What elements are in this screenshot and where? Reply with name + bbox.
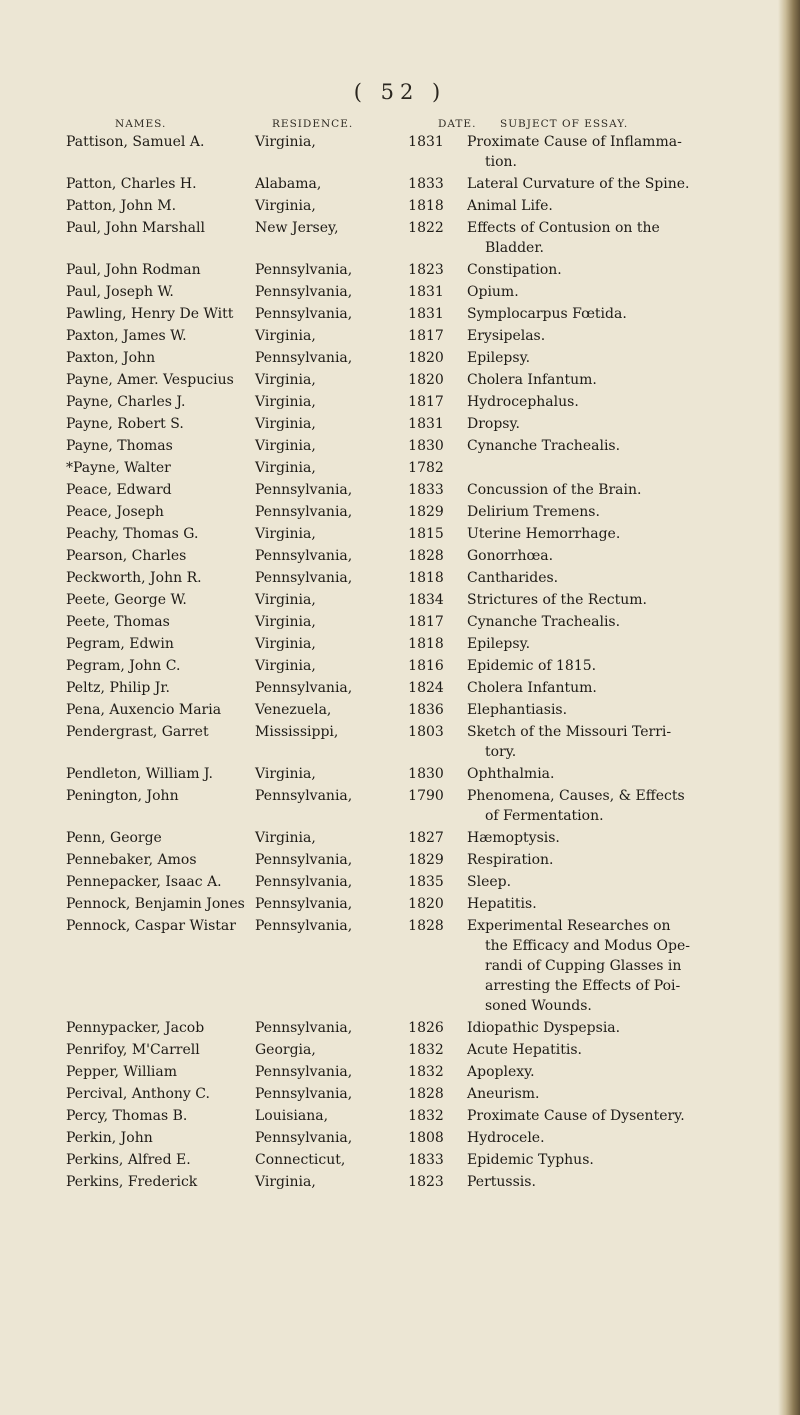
- entry-subject: [467, 218, 767, 258]
- entry-subject: [467, 414, 767, 434]
- entry-subject-line: Hæmoptysis.: [467, 830, 560, 846]
- entry-name: Patton, John M.: [66, 198, 177, 214]
- entry-residence: Pennsylvania,: [255, 284, 353, 300]
- entry-subject: [467, 370, 767, 390]
- entry-subject: [467, 480, 767, 500]
- entry-subject: [467, 634, 767, 654]
- entry-subject: [467, 132, 767, 172]
- entry-subject: [467, 700, 767, 720]
- entry-residence: Virginia,: [255, 830, 316, 846]
- entry-subject-continuation: tory.: [485, 744, 517, 760]
- entry-date: 1818: [408, 198, 444, 214]
- entry-date: 1823: [408, 262, 444, 278]
- entry-row: [0, 700, 800, 722]
- entry-name: Peete, George W.: [66, 592, 187, 608]
- entry-name: Pennock, Caspar Wistar: [66, 918, 236, 934]
- entry-residence: Pennsylvania,: [255, 548, 353, 564]
- entry-name: Percy, Thomas B.: [66, 1108, 188, 1124]
- entry-subject: [467, 1018, 767, 1038]
- entry-subject-line: Symplocarpus Fœtida.: [467, 306, 627, 322]
- entry-row: [0, 916, 800, 1018]
- entry-subject-line: Epidemic of 1815.: [467, 658, 597, 674]
- entry-subject-line: Apoplexy.: [467, 1064, 535, 1080]
- entry-name: Pennypacker, Jacob: [66, 1020, 205, 1036]
- entry-subject-line: Epidemic Typhus.: [467, 1152, 594, 1168]
- entry-subject-line: Dropsy.: [467, 416, 520, 432]
- entry-date: 1808: [408, 1130, 444, 1146]
- entry-name: Payne, Robert S.: [66, 416, 184, 432]
- entry-subject-line: Lateral Curvature of the Spine.: [467, 176, 690, 192]
- entry-row: [0, 850, 800, 872]
- entry-name: Pennepacker, Isaac A.: [66, 874, 222, 890]
- entry-row: [0, 260, 800, 282]
- entry-subject: [467, 196, 767, 216]
- entry-date: 1833: [408, 1152, 444, 1168]
- entry-row: [0, 132, 800, 174]
- entry-date: 1828: [408, 918, 444, 934]
- entry-name: Paul, John Rodman: [66, 262, 201, 278]
- entry-subject-line: Pertussis.: [467, 1174, 536, 1190]
- entry-residence: Virginia,: [255, 372, 316, 388]
- entry-date: 1818: [408, 570, 444, 586]
- entry-date: 1836: [408, 702, 444, 718]
- entry-date: 1829: [408, 852, 444, 868]
- entry-name: Pearson, Charles: [66, 548, 187, 564]
- entry-subject: [467, 1084, 767, 1104]
- entry-row: [0, 590, 800, 612]
- entry-row: [0, 786, 800, 828]
- entry-subject: [467, 894, 767, 914]
- entry-subject-line: Elephantiasis.: [467, 702, 568, 718]
- entry-subject: [467, 764, 767, 784]
- entry-subject-line: Opium.: [467, 284, 519, 300]
- entry-row: [0, 1150, 800, 1172]
- entry-row: [0, 764, 800, 786]
- entry-subject-line: Uterine Hemorrhage.: [467, 526, 621, 542]
- entry-name: Paxton, James W.: [66, 328, 187, 344]
- entry-row: [0, 458, 800, 480]
- entry-subject-line: Cholera Infantum.: [467, 680, 597, 696]
- entries-list: [0, 132, 800, 1194]
- entry-row: [0, 1172, 800, 1194]
- entry-name: Payne, Thomas: [66, 438, 173, 454]
- entry-row: [0, 1040, 800, 1062]
- entry-date: 1829: [408, 504, 444, 520]
- entry-name: Penington, John: [66, 788, 179, 804]
- entry-name: Pawling, Henry De Witt: [66, 306, 234, 322]
- entry-residence: Pennsylvania,: [255, 350, 353, 366]
- entry-subject-line: Erysipelas.: [467, 328, 546, 344]
- entry-name: Pennebaker, Amos: [66, 852, 197, 868]
- entry-date: 1817: [408, 394, 444, 410]
- entry-residence: Virginia,: [255, 134, 316, 150]
- entry-name: Peachy, Thomas G.: [66, 526, 199, 542]
- entry-residence: Virginia,: [255, 766, 316, 782]
- entry-row: [0, 218, 800, 260]
- entry-residence: Virginia,: [255, 198, 316, 214]
- entry-date: 1823: [408, 1174, 444, 1190]
- entry-residence: Georgia,: [255, 1042, 316, 1058]
- entry-name: Perkins, Frederick: [66, 1174, 198, 1190]
- entry-subject-line: Effects of Contusion on the: [467, 220, 660, 236]
- entry-subject-line: Gonorrhœa.: [467, 548, 554, 564]
- entry-subject-line: Constipation.: [467, 262, 562, 278]
- entry-residence: Pennsylvania,: [255, 680, 353, 696]
- entry-row: [0, 348, 800, 370]
- entry-residence: Pennsylvania,: [255, 852, 353, 868]
- entry-row: [0, 722, 800, 764]
- entry-date: 1827: [408, 830, 444, 846]
- entry-name: Pegram, John C.: [66, 658, 181, 674]
- entry-subject: [467, 260, 767, 280]
- entry-row: [0, 196, 800, 218]
- entry-name: *Payne, Walter: [66, 460, 171, 476]
- entry-subject-continuation: randi of Cupping Glasses in: [485, 958, 682, 974]
- entry-date: 1824: [408, 680, 444, 696]
- entry-subject-continuation: of Fermentation.: [485, 808, 604, 824]
- entry-subject: [467, 678, 767, 698]
- entry-subject-line: Respiration.: [467, 852, 554, 868]
- entry-residence: Pennsylvania,: [255, 918, 353, 934]
- entry-date: 1820: [408, 372, 444, 388]
- entry-date: 1817: [408, 614, 444, 630]
- entry-row: [0, 326, 800, 348]
- entry-residence: Pennsylvania,: [255, 1020, 353, 1036]
- entry-row: [0, 480, 800, 502]
- entry-residence: Pennsylvania,: [255, 262, 353, 278]
- entry-subject: [467, 174, 767, 194]
- entry-residence: Virginia,: [255, 328, 316, 344]
- entry-date: 1815: [408, 526, 444, 542]
- entry-date: 1835: [408, 874, 444, 890]
- column-headers: [0, 118, 800, 132]
- header-residence: RESIDENCE.: [272, 118, 354, 130]
- entry-date: 1834: [408, 592, 444, 608]
- entry-row: [0, 282, 800, 304]
- entry-name: Payne, Charles J.: [66, 394, 186, 410]
- entry-subject-line: Proximate Cause of Dysentery.: [467, 1108, 685, 1124]
- entry-residence: Virginia,: [255, 394, 316, 410]
- entry-subject-line: Hepatitis.: [467, 896, 537, 912]
- entry-subject: [467, 916, 767, 1016]
- entry-subject-line: Acute Hepatitis.: [467, 1042, 582, 1058]
- entry-name: Pegram, Edwin: [66, 636, 174, 652]
- entry-subject: [467, 1062, 767, 1082]
- entry-date: 1832: [408, 1064, 444, 1080]
- entry-subject: [467, 348, 767, 368]
- entry-subject: [467, 524, 767, 544]
- entry-subject: [467, 546, 767, 566]
- entry-subject-continuation: tion.: [485, 154, 517, 170]
- entry-residence: Virginia,: [255, 416, 316, 432]
- entry-subject-line: Hydrocephalus.: [467, 394, 579, 410]
- entry-name: Payne, Amer. Vespucius: [66, 372, 234, 388]
- entry-date: 1832: [408, 1042, 444, 1058]
- entry-row: [0, 392, 800, 414]
- entry-row: [0, 502, 800, 524]
- entry-subject: [467, 568, 767, 588]
- entry-row: [0, 894, 800, 916]
- entry-residence: Pennsylvania,: [255, 1130, 353, 1146]
- entry-name: Paul, Joseph W.: [66, 284, 174, 300]
- entry-name: Pepper, William: [66, 1064, 178, 1080]
- entry-row: [0, 1018, 800, 1040]
- entry-subject: [467, 590, 767, 610]
- entry-date: 1833: [408, 176, 444, 192]
- entry-subject: [467, 1106, 767, 1126]
- entry-name: Penrifoy, M'Carrell: [66, 1042, 200, 1058]
- entry-row: [0, 304, 800, 326]
- entry-residence: Virginia,: [255, 1174, 316, 1190]
- entry-residence: Pennsylvania,: [255, 1086, 353, 1102]
- entry-residence: New Jersey,: [255, 220, 339, 236]
- entry-date: 1820: [408, 896, 444, 912]
- entry-residence: Virginia,: [255, 658, 316, 674]
- entry-date: 1790: [408, 788, 444, 804]
- entry-row: [0, 872, 800, 894]
- entry-name: Pattison, Samuel A.: [66, 134, 205, 150]
- entry-row: [0, 1062, 800, 1084]
- entry-residence: Mississippi,: [255, 724, 339, 740]
- entry-date: 1831: [408, 416, 444, 432]
- entry-row: [0, 546, 800, 568]
- entry-name: Percival, Anthony C.: [66, 1086, 210, 1102]
- entry-row: [0, 370, 800, 392]
- entry-subject-line: Phenomena, Causes, & Effects: [467, 788, 685, 804]
- entry-date: 1816: [408, 658, 444, 674]
- header-names: NAMES.: [115, 118, 167, 130]
- entry-subject-line: Epilepsy.: [467, 636, 531, 652]
- entry-name: Penn, George: [66, 830, 162, 846]
- entry-residence: Virginia,: [255, 592, 316, 608]
- entry-date: 1826: [408, 1020, 444, 1036]
- entry-subject: [467, 1172, 767, 1192]
- entry-subject-line: Proximate Cause of Inflamma-: [467, 134, 682, 150]
- entry-subject-line: Cynanche Trachealis.: [467, 438, 621, 454]
- entry-date: 1828: [408, 1086, 444, 1102]
- entry-name: Paxton, John: [66, 350, 156, 366]
- entry-date: 1831: [408, 306, 444, 322]
- entry-subject: [467, 502, 767, 522]
- entry-residence: Virginia,: [255, 526, 316, 542]
- entry-residence: Virginia,: [255, 614, 316, 630]
- entry-subject: [467, 436, 767, 456]
- entry-name: Pena, Auxencio Maria: [66, 702, 222, 718]
- entry-subject: [467, 282, 767, 302]
- entry-subject: [467, 722, 767, 762]
- entry-subject: [467, 1150, 767, 1170]
- entry-name: Perkins, Alfred E.: [66, 1152, 191, 1168]
- entry-subject-continuation: soned Wounds.: [485, 998, 592, 1014]
- entry-residence: Pennsylvania,: [255, 874, 353, 890]
- entry-date: 1820: [408, 350, 444, 366]
- entry-residence: Connecticut,: [255, 1152, 346, 1168]
- entry-date: 1831: [408, 284, 444, 300]
- entry-subject: [467, 1128, 767, 1148]
- entry-subject-line: Idiopathic Dyspepsia.: [467, 1020, 621, 1036]
- entry-date: 1822: [408, 220, 444, 236]
- entry-name: Peace, Edward: [66, 482, 172, 498]
- entry-row: [0, 414, 800, 436]
- entry-residence: Pennsylvania,: [255, 570, 353, 586]
- entry-subject-continuation: the Efficacy and Modus Ope-: [485, 938, 691, 954]
- entry-name: Paul, John Marshall: [66, 220, 205, 236]
- page-number: ( 52 ): [353, 80, 447, 104]
- entry-subject-line: Strictures of the Rectum.: [467, 592, 647, 608]
- entry-residence: Pennsylvania,: [255, 788, 353, 804]
- entry-row: [0, 174, 800, 196]
- entry-subject-line: Epilepsy.: [467, 350, 531, 366]
- entry-date: 1782: [408, 460, 444, 476]
- entry-row: [0, 1106, 800, 1128]
- entry-subject-line: Sketch of the Missouri Terri-: [467, 724, 672, 740]
- entry-subject: [467, 392, 767, 412]
- entry-subject: [467, 326, 767, 346]
- entry-subject-line: Hydrocele.: [467, 1130, 545, 1146]
- entry-subject-line: Concussion of the Brain.: [467, 482, 642, 498]
- entry-name: Pendleton, William J.: [66, 766, 213, 782]
- header-subject: SUBJECT OF ESSAY.: [500, 118, 629, 130]
- entry-residence: Virginia,: [255, 438, 316, 454]
- entry-residence: Pennsylvania,: [255, 482, 353, 498]
- entry-residence: Alabama,: [255, 176, 322, 192]
- entry-subject: [467, 850, 767, 870]
- entry-date: 1828: [408, 548, 444, 564]
- entry-row: [0, 436, 800, 458]
- entry-subject-line: Cholera Infantum.: [467, 372, 597, 388]
- entry-date: 1833: [408, 482, 444, 498]
- entry-date: 1830: [408, 766, 444, 782]
- entry-subject-line: Sleep.: [467, 874, 512, 890]
- entry-subject-continuation: Bladder.: [485, 240, 544, 256]
- entry-residence: Venezuela,: [255, 702, 332, 718]
- entry-name: Pendergrast, Garret: [66, 724, 209, 740]
- entry-row: [0, 524, 800, 546]
- entry-subject: [467, 612, 767, 632]
- entry-date: 1817: [408, 328, 444, 344]
- entry-residence: Pennsylvania,: [255, 896, 353, 912]
- entry-date: 1803: [408, 724, 444, 740]
- entry-subject: [467, 828, 767, 848]
- entry-subject-line: Ophthalmia.: [467, 766, 555, 782]
- entry-name: Peace, Joseph: [66, 504, 164, 520]
- entry-name: Patton, Charles H.: [66, 176, 197, 192]
- entry-row: [0, 656, 800, 678]
- entry-residence: Pennsylvania,: [255, 1064, 353, 1080]
- entry-row: [0, 678, 800, 700]
- header-date: DATE.: [438, 118, 477, 130]
- entry-date: 1818: [408, 636, 444, 652]
- entry-subject: [467, 304, 767, 324]
- entry-name: Perkin, John: [66, 1130, 153, 1146]
- entry-name: Peckworth, John R.: [66, 570, 202, 586]
- entry-row: [0, 612, 800, 634]
- entry-subject-continuation: arresting the Effects of Poi-: [485, 978, 681, 994]
- entry-residence: Virginia,: [255, 460, 316, 476]
- entry-subject: [467, 656, 767, 676]
- entry-row: [0, 828, 800, 850]
- entry-subject: [467, 786, 767, 826]
- entry-subject-line: Animal Life.: [467, 198, 553, 214]
- entry-name: Peltz, Philip Jr.: [66, 680, 170, 696]
- entry-name: Pennock, Benjamin Jones: [66, 896, 245, 912]
- entry-residence: Pennsylvania,: [255, 306, 353, 322]
- entry-date: 1831: [408, 134, 444, 150]
- entry-subject-line: Delirium Tremens.: [467, 504, 600, 520]
- entry-date: 1832: [408, 1108, 444, 1124]
- entry-row: [0, 568, 800, 590]
- entry-row: [0, 634, 800, 656]
- entry-residence: Virginia,: [255, 636, 316, 652]
- entry-name: Peete, Thomas: [66, 614, 170, 630]
- entry-row: [0, 1084, 800, 1106]
- entry-row: [0, 1128, 800, 1150]
- entry-residence: Pennsylvania,: [255, 504, 353, 520]
- entry-subject-line: Cantharides.: [467, 570, 559, 586]
- entry-subject: [467, 872, 767, 892]
- entry-date: 1830: [408, 438, 444, 454]
- entry-subject-line: Aneurism.: [467, 1086, 540, 1102]
- entry-subject-line: Experimental Researches on: [467, 918, 671, 934]
- entry-residence: Louisiana,: [255, 1108, 329, 1124]
- entry-subject-line: Cynanche Trachealis.: [467, 614, 621, 630]
- entry-subject: [467, 1040, 767, 1060]
